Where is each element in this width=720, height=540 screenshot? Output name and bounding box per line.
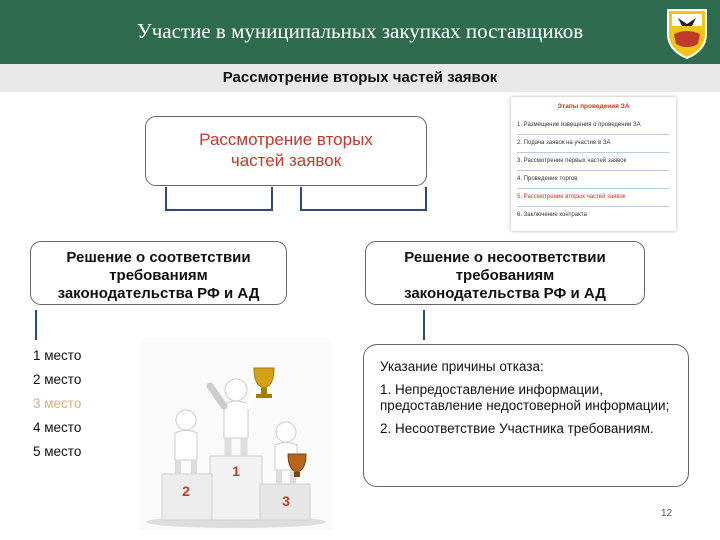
stage-item: 3. Рассмотрение первых частей заявок bbox=[517, 153, 669, 171]
decision-line: требованиям bbox=[455, 267, 555, 284]
decision-line: требованиям bbox=[109, 267, 208, 284]
stage-item: 4. Проведение торгов bbox=[517, 171, 669, 189]
slide-title: Участие в муниципальных закупках поставщиков bbox=[136, 19, 584, 43]
slide-subtitle: Рассмотрение вторых частей заявок bbox=[222, 69, 498, 86]
place-item: 1 место bbox=[33, 348, 82, 363]
connector-line bbox=[300, 209, 427, 211]
decision-line: законодательства РФ и АД bbox=[57, 285, 260, 302]
connector-line bbox=[300, 187, 302, 210]
stages-panel bbox=[511, 97, 676, 231]
main-stage-box bbox=[145, 116, 427, 186]
main-stage-line: Рассмотрение вторых bbox=[199, 130, 373, 149]
coat-of-arms-icon bbox=[662, 4, 712, 60]
place-item: 4 место bbox=[33, 420, 82, 435]
main-stage-line: частей заявок bbox=[230, 151, 342, 170]
connector-line bbox=[423, 310, 425, 340]
podium-number: 3 bbox=[282, 493, 290, 509]
place-item: 5 место bbox=[33, 444, 82, 459]
podium-number: 2 bbox=[182, 483, 190, 499]
podium-illustration bbox=[140, 338, 332, 530]
decision-line: законодательства РФ и АД bbox=[404, 285, 606, 302]
reason-item: 1. Непредоставление информации, предоставление недостоверной информации; bbox=[380, 382, 670, 413]
stage-item: 2. Подача заявок на участие в ЗА bbox=[517, 135, 669, 153]
rejection-reasons-box bbox=[363, 344, 689, 487]
connector-line bbox=[165, 187, 167, 210]
podium-number: 1 bbox=[232, 463, 240, 479]
connector-line bbox=[165, 209, 273, 211]
decision-line: Решение о соответствии bbox=[66, 249, 251, 266]
stage-item: 1. Размещение извещения о проведении ЗА bbox=[517, 117, 669, 135]
stage-item: 6. Заключение контракта bbox=[517, 212, 587, 218]
decision-line: Решение о несоответствии bbox=[404, 249, 606, 266]
decision-compliance-box bbox=[30, 241, 287, 305]
header-bar bbox=[0, 0, 720, 64]
reasons-heading: Указание причины отказа: bbox=[380, 359, 544, 374]
places-list bbox=[33, 344, 81, 464]
subtitle-bar bbox=[0, 64, 720, 92]
reason-item: 2. Несоответствие Участника требованиям. bbox=[380, 421, 654, 436]
stages-title: Этапы проведения ЗА bbox=[557, 103, 630, 110]
place-item: 3 место bbox=[33, 396, 82, 411]
decision-noncompliance-box bbox=[365, 241, 645, 305]
stage-item-active: 5. Рассмотрение вторых частей заявок bbox=[517, 189, 669, 207]
page-number: 12 bbox=[661, 508, 673, 519]
connector-line bbox=[425, 187, 427, 210]
connector-line bbox=[35, 310, 37, 340]
connector-line bbox=[271, 187, 273, 210]
place-item: 2 место bbox=[33, 372, 82, 387]
